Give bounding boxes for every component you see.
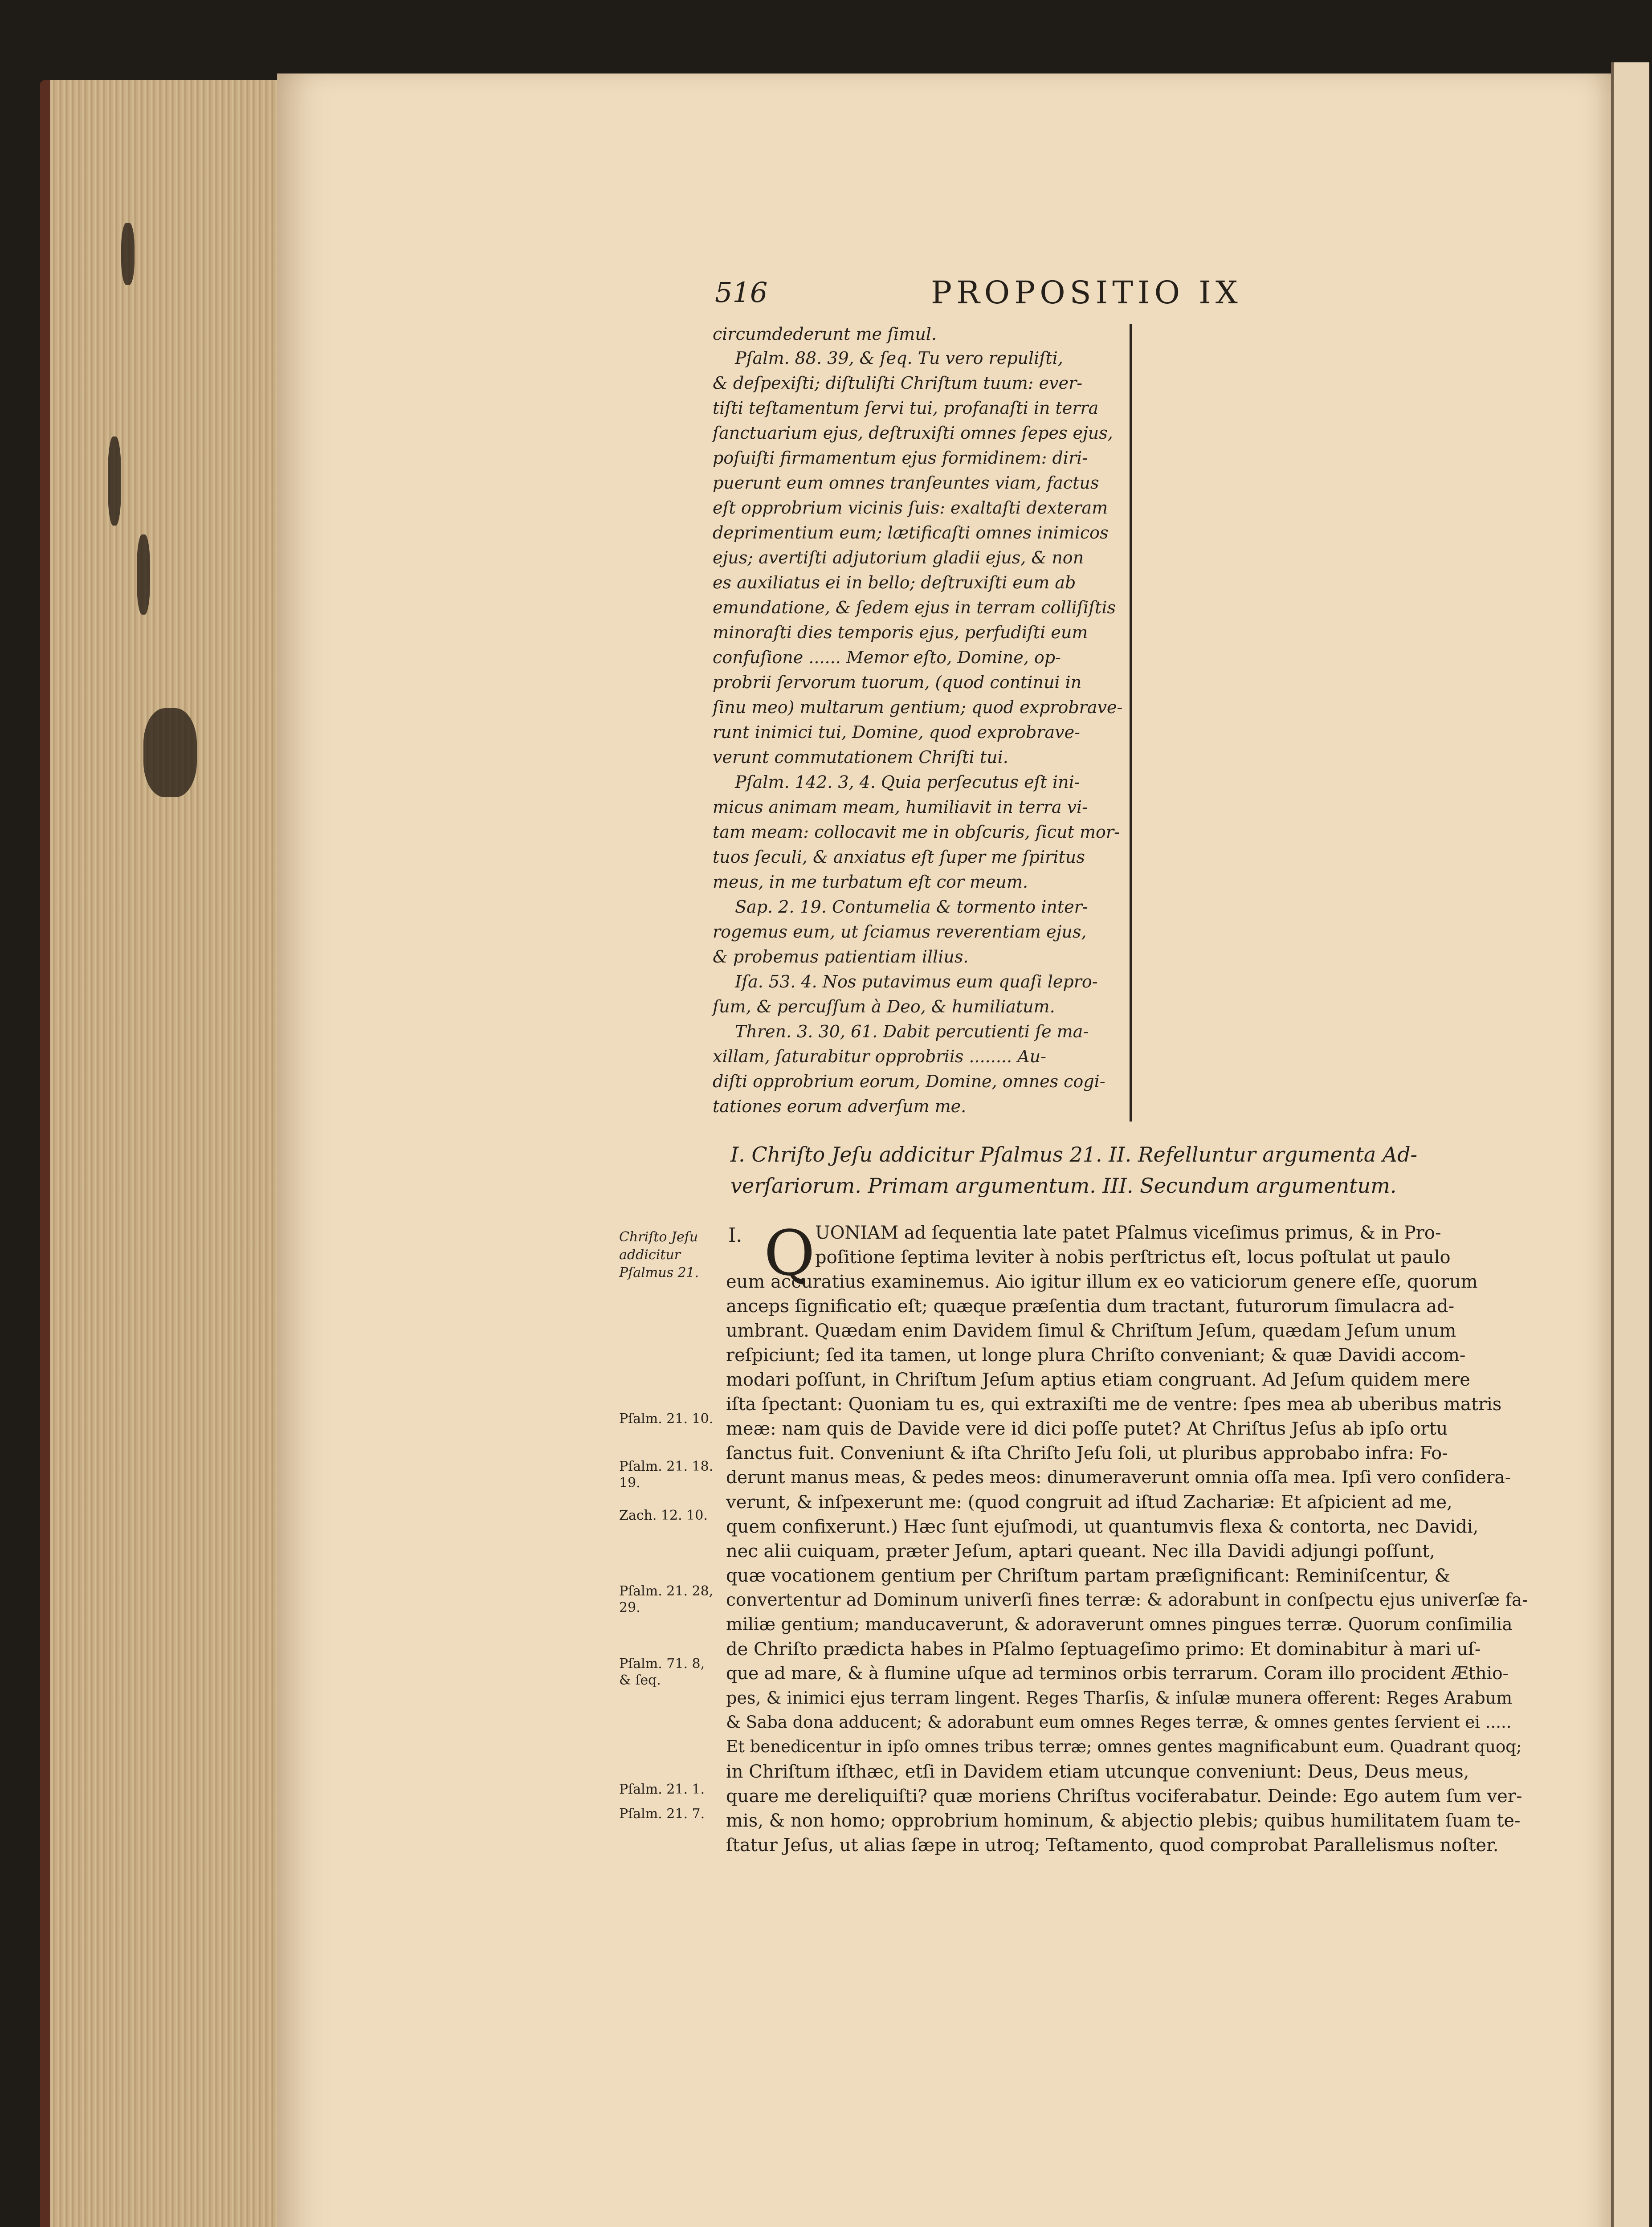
margin-note: Pſalm. 21. 7. [619, 1806, 705, 1822]
body-line: ſanctus fuit. Conveniunt & iſta Chriſto Jeſu ſoli, ut pluribus approbabo infra: Fo- [726, 1443, 1448, 1464]
quote-line: ſinu meo) multarum gentium; quod exprobrave- [713, 697, 1123, 717]
body-line: UONIAM ad ſequentia late patet Pſalmus viceſimus primus, & in Pro- [815, 1223, 1441, 1243]
body-line: modari poſſunt, in Chriſtum Jeſum aptius etiam congruant. Ad Jeſum quidem mere [726, 1370, 1470, 1390]
quote-line: & probemus patientiam illius. [713, 947, 969, 967]
margin-note: Chriſto Jeſu [619, 1229, 698, 1245]
running-head: PROPOSITIO IX [931, 274, 1242, 311]
quote-line: Sap. 2. 19. Contumelia & tormento inter- [735, 897, 1088, 917]
body-line: quem confixerunt.) Hæc ſunt ejuſmodi, ut quantumvis flexa & contorta, nec Davidi, [726, 1517, 1479, 1537]
quote-line: tuos ſeculi, & anxiatus eſt ſuper me ſpiritus [713, 847, 1085, 867]
body-line: meæ: nam quis de Davide vere id dici poſſe putet? At Chriſtus Jeſus ab ipſo ortu [726, 1419, 1448, 1439]
margin-note: addicitur [619, 1247, 681, 1263]
body-line: umbrant. Quædam enim Davidem ſimul & Chriſtum Jeſum, quædam Jeſum unum [726, 1321, 1456, 1341]
body-line: convertentur ad Dominum univerſi fines terræ: & adorabunt in conſpectu ejus univerſæ fa- [726, 1590, 1528, 1610]
page-header [715, 276, 1276, 316]
body-line: & Saba dona adducent; & adorabunt eum omnes Reges terræ, & omnes gentes ſervient ei ..... [726, 1713, 1512, 1732]
quote-line: es auxiliatus ei in bello; deſtruxiſti eum ab [713, 573, 1076, 592]
body-line: quare me dereliquiſti? quæ moriens Chriſtus vociferabatur. Deinde: Ego autem ſum ver- [726, 1786, 1522, 1807]
quote-line: rogemus eum, ut ſciamus reverentiam ejus, [713, 922, 1087, 942]
body-line: anceps ſignificatio eſt; quæque præſentia dum tractant, futurorum ſimulacra ad- [726, 1296, 1455, 1317]
margin-note: Pſalm. 21. 10. [619, 1411, 714, 1427]
drop-cap: Q [764, 1217, 815, 1290]
quote-line: minoraſti dies temporis ejus, perfudiſti eum [713, 623, 1088, 642]
margin-note: 29. [619, 1600, 640, 1615]
quote-line: micus animam meam, humiliavit in terra vi- [713, 797, 1088, 817]
ink-stain [108, 436, 121, 526]
body-line: miliæ gentium; manducaverunt, & adoraverunt omnes pingues terræ. Quorum conſimilia [726, 1615, 1513, 1635]
quote-line: ſum, & percuſſum à Deo, & humiliatum. [713, 997, 1055, 1016]
quote-line: Iſa. 53. 4. Nos putavimus eum quaſi lepro- [735, 972, 1098, 991]
body-line: quæ vocationem gentium per Chriſtum partam præſignificant: Reminiſcentur, & [726, 1566, 1451, 1586]
book-fore-edge [40, 80, 290, 2227]
quote-line: circumdederunt me ſimul. [713, 324, 937, 344]
quote-line: verunt commutationem Chriſti tui. [713, 747, 1008, 767]
body-line: pes, & inimici ejus terram lingent. Reges Tharſis, & inſulæ munera offerent: Reges Arabum [726, 1688, 1513, 1708]
section-number: I. [728, 1224, 742, 1247]
ink-stain [137, 534, 150, 615]
quote-line: puerunt eum omnes tranſeuntes viam, factus [713, 473, 1099, 493]
margin-note: Zach. 12. 10. [619, 1508, 708, 1523]
body-line: verunt, & inſpexerunt me: (quod congruit ad iſtud Zachariæ: Et aſpicient ad me, [726, 1492, 1452, 1513]
quote-line: tam meam: collocavit me in obſcuris, ſicut mor- [713, 822, 1120, 842]
quote-line: ſanctuarium ejus, deſtruxiſti omnes ſepes ejus, [713, 423, 1113, 443]
quote-line: poſuiſti firmamentum ejus formidinem: diri- [713, 448, 1088, 468]
quote-line: confuſione ...... Memor eſto, Domine, op- [713, 648, 1061, 667]
quotation-column [713, 324, 1127, 1122]
margin-note: Pſalm. 21. 1. [619, 1782, 705, 1797]
margin-note: 19. [619, 1475, 640, 1491]
summary-line: verſariorum. Primam argumentum. III. Secundum argumentum. [730, 1174, 1397, 1198]
margin-note: Pſalm. 71. 8, [619, 1656, 705, 1672]
quote-line: & deſpexiſti; diſtuliſti Chriſtum tuum: ever- [713, 373, 1083, 393]
ink-stain [143, 708, 197, 797]
body-line: Et benedicentur in ipſo omnes tribus terræ; omnes gentes magnificabunt eum. Quadrant quoq; [726, 1737, 1522, 1756]
quote-line: emundatione, & ſedem ejus in terram colliſiſtis [713, 598, 1116, 617]
margin-note: & ſeq. [619, 1672, 661, 1688]
body-line: derunt manus meas, & pedes meos: dinumeraverunt omnia oſſa mea. Ipſi vero conſidera- [726, 1468, 1511, 1488]
margin-note: Pſalm. 21. 18. [619, 1459, 714, 1474]
body-line: nec alii cuiquam, præter Jeſum, aptari queant. Nec illa Davidi adjungi poſſunt, [726, 1541, 1435, 1562]
body-line: mis, & non homo; opprobrium hominum, & abjectio plebis; quibus humilitatem ſuam te- [726, 1811, 1521, 1831]
quote-line: diſti opprobrium eorum, Domine, omnes cogi- [713, 1072, 1105, 1091]
quote-line: xillam, ſaturabitur opprobriis ........ Au- [713, 1047, 1046, 1066]
body-line: in Chriſtum iſthæc, etſi in Davidem etiam utcunque conveniunt: Deus, Deus meus, [726, 1762, 1469, 1782]
body-line: iſta ſpectant: Quoniam tu es, qui extraxiſti me de ventre: ſpes mea ab uberibus matris [726, 1394, 1502, 1415]
facing-page-edge [1611, 62, 1649, 2227]
quote-line: Pſalm. 88. 39, & ſeq. Tu vero repuliſti, [735, 348, 1063, 368]
quote-line: Thren. 3. 30, 61. Dabit percutienti ſe ma- [735, 1022, 1089, 1041]
body-line: ſtatur Jeſus, ut alias ſæpe in utroq; Teſtamento, quod comprobat Parallelismus noſter. [726, 1835, 1499, 1856]
body-line: reſpiciunt; ſed ita tamen, ut longe plura Chriſto conveniant; & quæ Davidi accom- [726, 1345, 1466, 1366]
quote-line: meus, in me turbatum eſt cor meum. [713, 872, 1028, 892]
margin-note: Pſalm. 21. 28, [619, 1583, 714, 1599]
quote-line: Pſalm. 142. 3, 4. Quia perſecutus eſt ini- [735, 772, 1080, 792]
quote-line: deprimentium eum; lætificaſti omnes inimicos [713, 523, 1109, 542]
body-line: que ad mare, & à flumine uſque ad terminos orbis terrarum. Coram illo procident Æthio- [726, 1664, 1509, 1684]
quote-line: ejus; avertiſti adjutorium gladii ejus, & non [713, 548, 1084, 567]
quote-line: tiſti teſtamentum ſervi tui, profanaſti in terra [713, 398, 1099, 418]
summary-line: I. Chriſto Jeſu addicitur Pſalmus 21. II. Refelluntur argumenta Ad- [730, 1142, 1418, 1167]
page-number: 516 [715, 276, 768, 309]
quote-line: tationes eorum adverſum me. [713, 1097, 967, 1116]
body-line: eum accuratius examinemus. Aio igitur illum ex eo vaticiorum genere eſſe, quorum [726, 1272, 1478, 1292]
body-line: de Chriſto prædicta habes in Pſalmo ſeptuageſimo primo: Et dominabitur à mari uſ- [726, 1639, 1481, 1660]
quote-line: eſt opprobrium vicinis ſuis: exaltaſti dexteram [713, 498, 1108, 518]
ink-stain [121, 223, 135, 285]
quote-line: probrii ſervorum tuorum, (quod continui in [713, 673, 1082, 692]
margin-note: Pſalmus 21. [619, 1265, 699, 1281]
quote-line: runt inimici tui, Domine, quod exprobrave- [713, 722, 1080, 742]
column-rule [1130, 324, 1132, 1122]
body-line: poſitione ſeptima leviter à nobis perſtrictus eſt, locus poſtulat ut paulo [815, 1247, 1451, 1268]
